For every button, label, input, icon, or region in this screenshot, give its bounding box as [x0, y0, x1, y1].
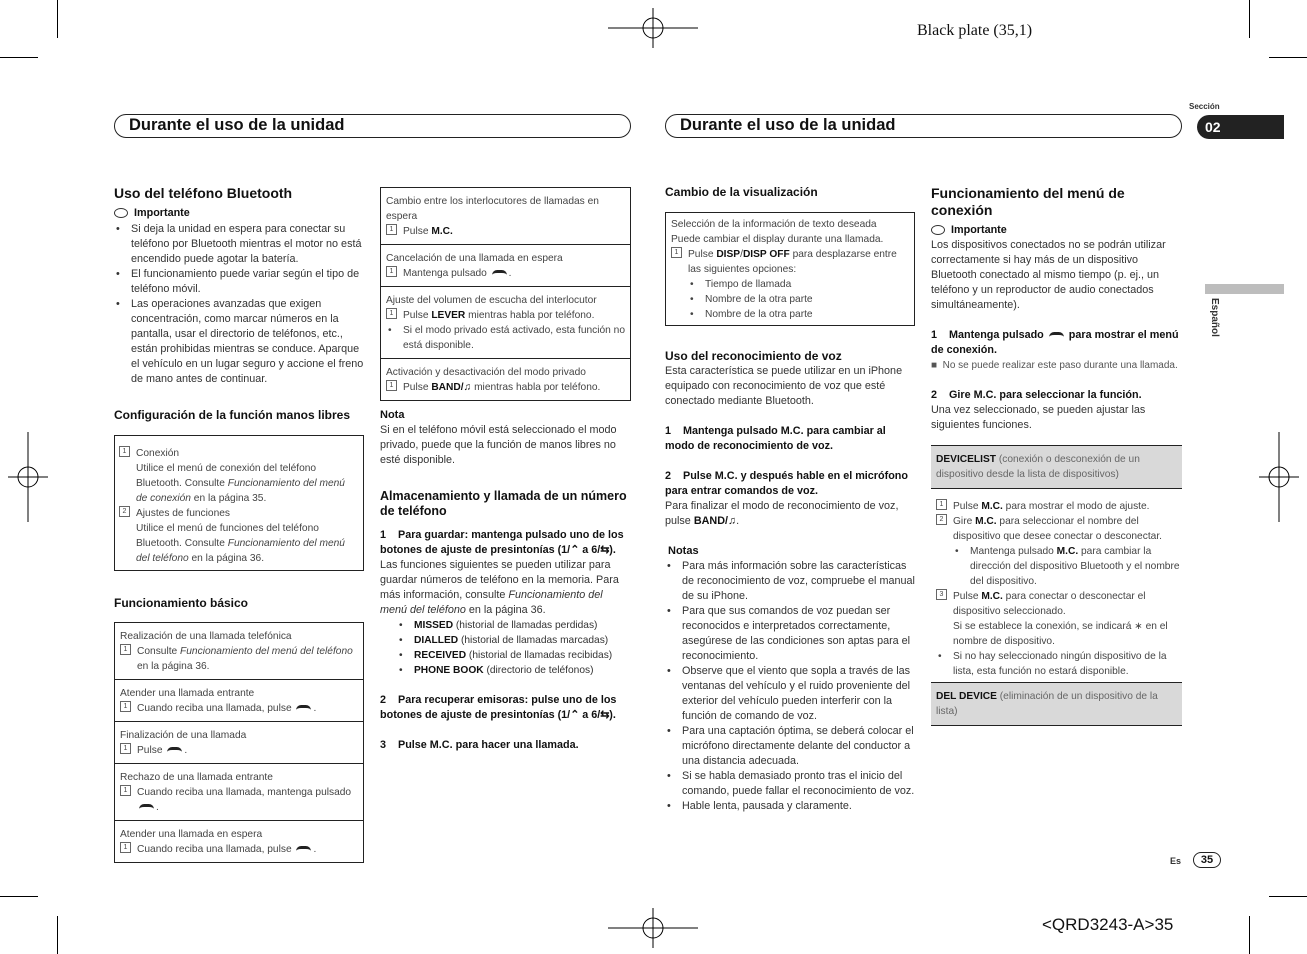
step-1 [665, 424, 915, 454]
row-text: Cuando reciba una llamada, pulse [137, 844, 292, 855]
column-1 [114, 185, 364, 863]
list-item: • El funcionamiento puede variar según el tipo de teléfono móvil. [114, 267, 364, 297]
column-2 [380, 187, 631, 753]
important-icon [931, 225, 945, 235]
important-text: Los dispositivos conectados no se podrán utilizar correctamente si hay más de un dispositivo Bluetooth conectado al mismo tiempo (p. ej., un teléfono y un reproductor de audio conectados simultáneamente). [931, 239, 1166, 311]
voice-icon: ♫ [728, 515, 737, 527]
column-4 [931, 185, 1182, 726]
row-text: mientras habla por teléfono. [465, 310, 595, 321]
step-text: para seleccionar el nombre del dispositivo que desee conectar o desconectar. [953, 516, 1162, 542]
table-row [115, 722, 363, 764]
step-text: para conectar o desconectar el dispositivo seleccionado. [953, 591, 1146, 617]
row-title: Finalización de una llamada [120, 730, 247, 741]
step-key: M.C. [981, 591, 1003, 602]
cross-reference-link[interactable]: Funcionamiento del menú del teléfono [136, 538, 345, 564]
list-item [380, 633, 631, 648]
crop-mark [1249, 916, 1250, 954]
note-text: No se puede realizar este paso durante una llamada. [942, 360, 1178, 371]
step-key: M.C. [981, 501, 1003, 512]
handsfree-box [114, 435, 364, 571]
item-text: Utilice el menú de conexión del teléfono Bluetooth. Consulte [136, 463, 317, 489]
step-2 [665, 469, 915, 499]
body-text: en la página 36. [465, 604, 546, 616]
step-number: 1 [120, 644, 131, 655]
important-label [931, 223, 1182, 238]
row-text: Pulse [403, 310, 432, 321]
box-text: Puede cambiar el display durante una llamada. [671, 234, 884, 245]
box-title: Selección de la información de texto deseada [671, 219, 877, 230]
devicelist-header [931, 445, 1182, 489]
page-language: Es [1170, 856, 1182, 866]
step-number: 2 [936, 514, 947, 525]
box-key: DISP [716, 249, 741, 260]
crop-mark [0, 896, 38, 897]
item-title: Conexión [136, 448, 180, 459]
phone-icon [296, 705, 311, 712]
step-text: Pulse M.C. y después hable en el micrófono para entrar comandos de voz. [665, 470, 908, 497]
table-row [381, 188, 630, 245]
body-key: BAND/ [693, 515, 729, 527]
phone-icon [492, 270, 507, 277]
list-item [936, 544, 1182, 589]
list-item [380, 648, 631, 663]
item-key: DIALLED [414, 635, 459, 646]
section-label: Sección [1189, 102, 1220, 111]
row-text: en la página 36. [137, 661, 210, 672]
item-key: RECEIVED [414, 650, 467, 661]
important-list [114, 222, 364, 387]
step-text: Gire M.C. para seleccionar la función. [949, 389, 1142, 401]
step-number: 1 [380, 529, 387, 541]
list-item: • Para más información sobre las características de reconocimiento de voz, compruebe el manual de su iPhone. [665, 559, 915, 604]
handsfree-item [119, 506, 359, 566]
step-text: Pulse M.C. para hacer una llamada. [398, 739, 579, 751]
step-2-body: Una vez seleccionado, se pueden ajustar las siguientes funciones. [931, 404, 1146, 431]
row-title: Activación y desactivación del modo privado [386, 367, 586, 378]
list-item [380, 663, 631, 678]
row-text: Pulse [403, 382, 432, 393]
step-text: ). [609, 709, 616, 721]
devicelist-steps [931, 499, 1182, 679]
step-text: Gire [953, 516, 976, 527]
crop-mark [57, 916, 58, 954]
function-description: (eliminación de un dispositivo de la lista) [936, 691, 1158, 717]
step-text: a 6/ [579, 709, 601, 721]
crop-mark [1269, 57, 1307, 58]
step-key: M.C. [975, 516, 997, 527]
phone-icon [167, 747, 182, 754]
step-number: 2 [665, 470, 672, 482]
step-3 [380, 738, 631, 753]
notes-list [665, 559, 915, 814]
crop-mark [1269, 896, 1307, 897]
column-3 [665, 185, 915, 814]
important-icon [114, 208, 128, 218]
registration-mark-icon [8, 432, 48, 522]
item-text: para cambiar la dirección del dispositivo Bluetooth y el nombre del dispositivo. [970, 546, 1180, 587]
list-item: • Hable lenta, pausada y claramente. [665, 799, 915, 814]
step-number: 1 [119, 446, 130, 457]
list-item [380, 618, 631, 633]
row-text: . [313, 703, 317, 714]
step-text: para mostrar el menú de conexión. [931, 329, 1179, 356]
table-row [115, 764, 363, 821]
row-text: Pulse [137, 745, 163, 756]
list-item: • Si se habla demasiado pronto tras el inicio del comando, puede fallar el reconocimiento de voz. [665, 769, 915, 799]
row-title: Atender una llamada en espera [120, 829, 263, 840]
table-row [381, 287, 630, 359]
document-code: <QRD3243-A>35 [1042, 915, 1174, 934]
item-text: (historial de llamadas perdidas) [453, 620, 598, 631]
row-text: . [156, 802, 159, 813]
step-number: 2 [931, 389, 938, 401]
crop-mark [57, 0, 58, 38]
registration-mark-icon [608, 8, 698, 48]
row-text: mientras habla por teléfono. [471, 382, 601, 393]
step-1-note [931, 358, 1182, 373]
step-text: Mantenga pulsado M.C. para cambiar al modo de reconocimiento de voz. [665, 425, 886, 452]
function-name: DEVICELIST [936, 454, 997, 465]
row-text: Cuando reciba una llamada, pulse [137, 703, 292, 714]
item-text: en la página 35. [190, 493, 267, 504]
language-tab: Español [1209, 298, 1220, 337]
list-item: • Para que sus comandos de voz puedan ser reconocidos e interpretados correctamente, asegúrese de las condiciones son aptas para el reconocimiento. [665, 604, 915, 664]
function-description: (conexión o desconexión de un dispositivo desde la lista de dispositivos) [936, 454, 1140, 480]
table-row [115, 680, 363, 722]
heading-store-call: Almacenamiento y llamada de un número de teléfono [380, 489, 627, 518]
list-item: • Si el modo privado está activado, esta función no está disponible. [386, 323, 625, 353]
row-text: Pulse [403, 226, 432, 237]
phone-icon [296, 846, 311, 853]
list-item: • Para una captación óptima, se deberá colocar el micrófono directamente delante del conductor a una distancia adecuada. [665, 724, 915, 769]
table-row [381, 245, 630, 287]
item-text: (directorio de teléfonos) [483, 665, 594, 676]
step-number: 1 [931, 329, 938, 341]
repeat-icon: ⇆ [600, 709, 610, 721]
row-key: BAND/ [431, 382, 464, 393]
registration-mark-icon [608, 908, 698, 948]
step-text: a 6/ [579, 544, 601, 556]
heading-bluetooth-phone: Uso del teléfono Bluetooth [114, 185, 293, 201]
step-number: 1 [386, 266, 397, 277]
row-title: Atender una llamada entrante [120, 688, 255, 699]
table-row [115, 623, 363, 680]
notes-heading: Notas [668, 545, 699, 557]
step-number: 1 [386, 380, 397, 391]
step-number: 1 [120, 701, 131, 712]
basic-operation-box [114, 622, 364, 863]
phone-icon [1049, 332, 1064, 339]
heading-basic-operation: Funcionamiento básico [114, 596, 249, 610]
list-item: • Observe que el viento que sopla a través de las ventanas del vehículo y el ruido proveniente del exterior del vehículo pueden interferir con la función de comando de voz. [665, 664, 915, 724]
step-text: para mostrar el modo de ajuste. [1002, 501, 1150, 512]
important-label [114, 206, 364, 221]
step-text: Pulse [953, 501, 982, 512]
body-text: . [736, 515, 740, 527]
note-heading: Nota [380, 409, 405, 421]
step-number: 2 [380, 694, 387, 706]
crop-mark [1249, 0, 1250, 38]
heading-display-change: Cambio de la visualización [665, 185, 818, 199]
step-1 [931, 328, 1182, 358]
row-text: Mantenga pulsado [403, 268, 487, 279]
heading-connection-menu: Funcionamiento del menú de conexión [931, 185, 1125, 218]
handsfree-item [119, 446, 359, 506]
heading-handsfree: Configuración de la función manos libres [114, 408, 351, 422]
list-item: • Nombre de la otra parte [671, 292, 909, 307]
step-number: 1 [386, 308, 397, 319]
history-list [380, 618, 631, 678]
row-key: M.C. [431, 226, 453, 237]
row-text: . [313, 844, 317, 855]
body-text: Para finalizar el modo de reconocimiento de voz, pulse [665, 500, 899, 527]
item-key: PHONE BOOK [414, 665, 484, 676]
section-header-left: Durante el uso de la unidad [114, 114, 631, 138]
display-box [665, 212, 915, 326]
voice-icon: ♫ [463, 382, 472, 393]
item-title: Ajustes de funciones [136, 508, 231, 519]
step-number: 1 [120, 785, 131, 796]
language-tab-bar [1205, 284, 1284, 294]
step-2 [380, 693, 631, 723]
square-bullet-icon: ■ [931, 360, 938, 371]
registration-mark-icon [1259, 432, 1299, 522]
list-item: • Tiempo de llamada [671, 277, 909, 292]
step-text: ). [609, 544, 616, 556]
heading-voice-recognition: Uso del reconocimiento de voz [665, 349, 842, 363]
list-item: • Si deja la unidad en espera para conectar su teléfono por Bluetooth mientras el motor no está encendido puede agotar la batería. [114, 222, 364, 267]
box-text: Pulse [688, 249, 717, 260]
up-arrow-icon: ⌃ [570, 709, 580, 721]
step-number: 2 [119, 506, 130, 517]
list-item: • Nombre de la otra parte [671, 307, 909, 322]
plate-label: Black plate (35,1) [917, 22, 1033, 39]
step-text: Si se establece la conexión, se indicará ∗ en el nombre de dispositivo. [953, 621, 1168, 647]
function-name: DEL DEVICE [936, 691, 997, 702]
step-1-body [380, 558, 631, 618]
repeat-icon: ⇆ [600, 544, 610, 556]
row-text: Consulte [137, 646, 181, 657]
step-2-body [665, 499, 915, 529]
step-number: 3 [380, 739, 387, 751]
del-device-header [931, 682, 1182, 726]
phone-icon [139, 804, 154, 811]
box-text: / [740, 249, 743, 260]
step-number: 1 [120, 842, 131, 853]
step-number: 1 [671, 247, 682, 258]
item-key: MISSED [414, 620, 454, 631]
step-text: Mantenga pulsado [949, 329, 1044, 341]
step-number: 1 [936, 499, 947, 510]
cross-reference-link[interactable]: Funcionamiento del menú del teléfono [380, 589, 603, 616]
note-text: Si en el teléfono móvil está seleccionado el modo privado, puede que la función de manos libres no esté disponible. [380, 424, 617, 466]
list-item: • Las operaciones avanzadas que exigen concentración, como marcar números en la pantalla, usar el directorio de teléfonos, etc., están prohibidas mientras se conduce. Aparque el vehículo en un lugar seguro y accione el freno de mano antes de continuar. [114, 297, 364, 387]
table-row [115, 821, 363, 862]
step-number: 1 [120, 743, 131, 754]
row-key: LEVER [431, 310, 466, 321]
up-arrow-icon: ⌃ [570, 544, 580, 556]
row-text: . [184, 745, 188, 756]
row-title: Cancelación de una llamada en espera [386, 253, 563, 264]
item-text: Utilice el menú de funciones del teléfono Bluetooth. Consulte [136, 523, 319, 549]
item-key: M.C. [1056, 546, 1079, 557]
step-number: 1 [386, 224, 397, 235]
item-text: (historial de llamadas marcadas) [458, 635, 609, 646]
row-text: Cuando reciba una llamada, mantenga pulsado [137, 787, 352, 798]
row-title: Rechazo de una llamada entrante [120, 772, 273, 783]
list-item: • Si no hay seleccionado ningún dispositivo de la lista, esta función no estará disponible. [936, 649, 1182, 679]
page-number: 35 [1193, 852, 1221, 868]
section-number: 02 [1197, 115, 1284, 139]
step-text: Para guardar: mantenga pulsado uno de los botones de ajuste de presintonías (1/ [380, 529, 624, 556]
item-text: Mantenga pulsado [970, 546, 1057, 557]
important-text: Importante [951, 224, 1007, 236]
item-text: en la página 36. [188, 553, 265, 564]
voice-intro: Esta característica se puede utilizar en un iPhone equipado con reconocimiento de voz que esté conectado mediante Bluetooth. [665, 365, 903, 407]
row-text: . [508, 268, 512, 279]
crop-mark [0, 57, 38, 58]
step-number: 1 [665, 425, 672, 437]
step-text: Para recuperar emisoras: pulse uno de los botones de ajuste de presintonías (1/ [380, 694, 617, 721]
box-key: DISP OFF [742, 249, 790, 260]
important-text: Importante [134, 207, 190, 219]
table-row [381, 359, 630, 400]
body-text: Las funciones siguientes se pueden utilizar para guardar números de teléfono en la memoria. Para más información, consulte [380, 559, 619, 601]
section-header-right: Durante el uso de la unidad [665, 114, 1182, 138]
call-operation-box [380, 187, 631, 401]
row-title: Cambio entre los interlocutores de llamadas en espera [386, 196, 599, 222]
step-number: 3 [936, 589, 947, 600]
row-title: Realización de una llamada telefónica [120, 631, 292, 642]
cross-reference-link[interactable]: Funcionamiento del menú del teléfono [180, 646, 353, 657]
row-title: Ajuste del volumen de escucha del interlocutor [386, 295, 597, 306]
cross-reference-link[interactable]: Funcionamiento del menú de conexión [136, 478, 345, 504]
box-text: para desplazarse entre las siguientes opciones: [688, 249, 897, 275]
step-text: Pulse [953, 591, 982, 602]
step-2 [931, 388, 1182, 403]
item-text: (historial de llamadas recibidas) [466, 650, 613, 661]
step-1 [380, 528, 631, 558]
